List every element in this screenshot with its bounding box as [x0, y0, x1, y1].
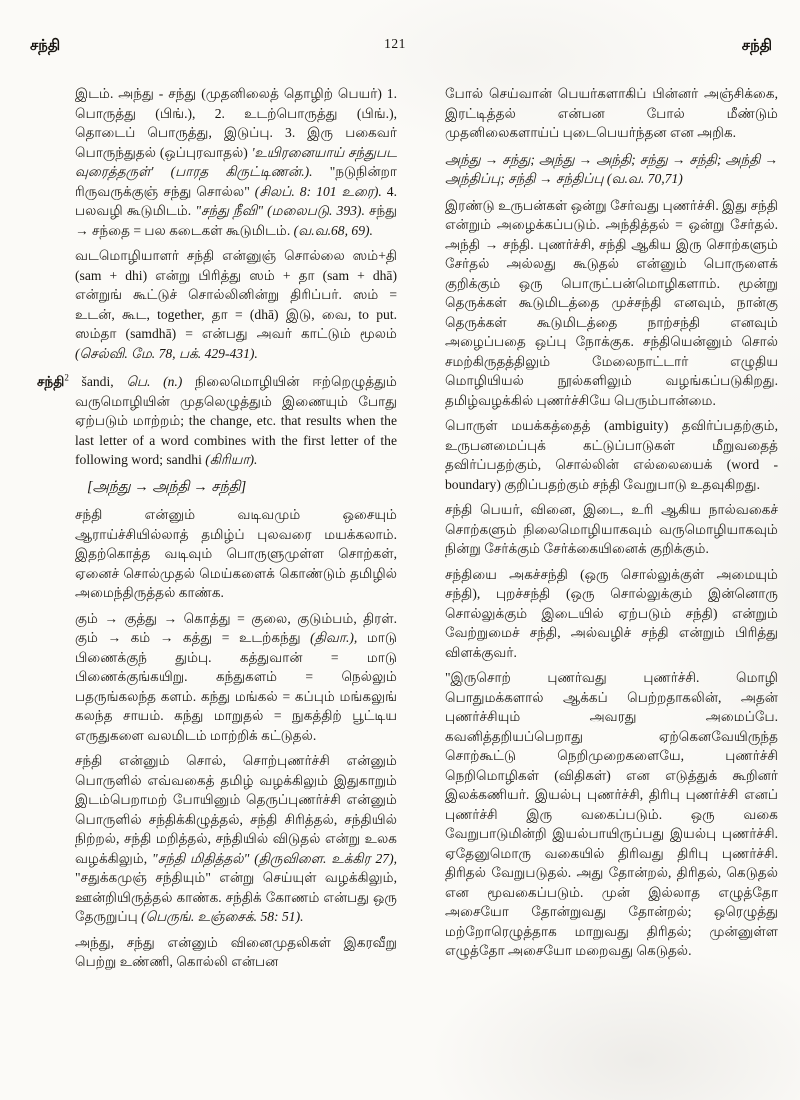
page-number: 121: [384, 36, 406, 51]
text-run: 2: [64, 372, 69, 383]
text-run: நிலைமொழியின் ஈற்றெழுத்தும் வருமொழியின் முதலெழுத்தும் இணையும் போது ஏற்படும் மாற்றம்; the change, etc. that results when the last letter of a word combines with the first letter of the following word; sandhi: [75, 374, 397, 467]
text-run: இடம். அந்து - சந்து (முதனிலைத் தொழிற் பெயர்) 1. பொருத்து (பிங்.), 2. உடற்பொருத்து (பிங்.), தொடைப் பொருத்து, இடுப்பு. 3. இரு பகைவர் பொருந்துதல் (ஒப்புரவாதல்): [75, 86, 397, 160]
punarchi-paragraph: [445, 196, 778, 411]
text-run: "சந்து நீவி" (மலைபடு. 393).: [195, 203, 365, 218]
text-run: šandi,: [68, 374, 127, 389]
text-run: (சிலப். 8: 101 உரை).: [254, 183, 382, 199]
text-run: 4. பலவழி கூடுமிடம்.: [75, 183, 398, 218]
text-run: சந்தியை அகச்சந்தி (ஒரு சொல்லுக்குள் அமையும் சந்தி), புறச்சந்தி (ஒரு சொல்லுக்கும் இன்னொரு சொல்லுக்கும் இடையில் ஏற்படும் சந்தி) என்றும் வேற்றுமைச் சந்தி, அல்வழிச் சந்தி என்றும் பிரித்து விளக்குவர்.: [445, 566, 778, 660]
text-run: அந்து, சந்து என்னும் வினைமுதலிகள் இகரவீறு பெற்று உண்ணி, கொல்லி என்பன: [75, 934, 397, 969]
derivation-chain-line: [445, 150, 778, 189]
text-run: (திவா.),: [310, 630, 358, 645]
text-run: "சந்தி மிதித்தல்" (திருவிளை. உக்கிர 27),: [152, 850, 397, 866]
running-head-left: சந்தி: [30, 38, 61, 54]
text-run: (கிரியா).: [205, 452, 258, 467]
text-run: வடமொழியாளர் சந்தி என்னுஞ் சொல்லை ஸம்+தி (sam + dhi) என்று பிரித்து ஸம் + தா (sam + dhā) என்றுங் கூட்டுச் சொல்லினின்று திரிப்பர். ஸம் = உடன், கூட, together, தா = (dhā) இடு, வை, to put. ஸம்தா (samdhā) = என்பது அவர் காட்டும் மூலம்: [75, 248, 397, 341]
text-run: கும் → குத்து → கொத்து = குலை, குடும்பம், திரள். கும் → கம் → கத்து = உடற்கந்து: [75, 610, 397, 645]
text-run: சந்து → சந்தை = பல கடைகள் கூடுமிடம்.: [75, 203, 397, 238]
word-classes-paragraph: [445, 500, 778, 559]
usage-paragraph: [30, 751, 397, 927]
text-run: (செல்வி. மே. 78, பக். 429-431).: [75, 345, 258, 361]
text-run: 'உயிரனையாய் சந்துபட வுரைத்தருள்' (பாரத கிருட்டிணன்.).: [75, 144, 397, 179]
continuation-paragraph: [445, 84, 778, 143]
text-run: "இருசொற் புணர்வது புணர்ச்சி. மொழி பொதுமக்களால் ஆக்கப் பெற்றதாகலின், அதன் புணர்ச்சியும் அவரது அமைப்பே. கவனித்தறியப்பெறாது ஏற்கெனவேயிருந்த சொற்கூட்டு நெறிமுறைகளையே, புணர்ச்சி நெறிமொழிகள் (விதிகள்) என எடுத்துக் கூறினர் இலக்கணியர். இயல்பு புணர்ச்சி, திரிபு புணர்ச்சி எனப் புணர்ச்சி இரு வகைப்படும். ஒரு வகை வேறுபாடுமின்றி இயல்பாயிருப்பது இயல்பு புணர்ச்சி. ஏதேனுமொரு வகையில் திரிவது திரிபு புணர்ச்சி. திரிதல் வேறுபடுதல். அது தோன்றல், திரிதல், கெடுதல் என மூவகைப்படும். முன் இல்லாத எழுத்தோ அசையோ தோன்றுவது தோன்றல்; ஒரெழுத்து மற்றோரெழுத்தாக மாறுவது திரிதல்; முன்னுள்ள எழுத்தோ அசையோ மறைவது கெடுதல்.: [445, 670, 778, 958]
text-run: பொருள் மயக்கத்தைத் (ambiguity) தவிர்ப்பதற்கும், உருபனமைப்புக் கட்டுப்பாடுகள் மீறுவதைத் தவிர்ப்பதற்கும், சொல்லின் எல்லையைக் (word - boundary) குறிப்பதற்கும் சந்தி வேறுபாடு உதவுகிறது.: [445, 418, 778, 492]
running-head-right: சந்தி: [741, 38, 772, 54]
entry-continuation-paragraph: [30, 84, 397, 240]
sandhi-types-paragraph: [445, 565, 778, 663]
text-run: இரண்டு உருபன்கள் ஒன்று சேர்வது புணர்ச்சி. இது சந்தி என்றும் அழைக்கப்படும். அந்தித்தல் = ஒன்று சேர்தல். அந்தி → சந்தி. புணர்ச்சி, சந்தி ஆகிய இரு சொற்களும் சேர்தல் அல்லது கூடுதல் என்னும் பொருளைக் குறிக்கும் ஒரு பொருட்பன்மொழிகளாம். மூன்று தெருக்கள் கூடுமிடத்தை முச்சந்தி எனவும், நான்கு தெருக்கள் கூடுமிடத்தை நாற்சந்தி எனவும் அழைப்பதை ஒப்பு நோக்குக. சந்தியென்னும் சொல் சமற்கிருதத்திலும் மேலைநாட்டார் எழுதிய மொழியியல் நூல்களிலும் வழங்கப்படுகிறது. தமிழ்வழக்கில் புணர்ச்சியே பெரும்பான்மை.: [445, 197, 778, 408]
left-column: [30, 84, 397, 978]
text-run: [அந்து → அந்தி → சந்தி]: [87, 478, 247, 495]
text-run: சந்தி என்னும் சொல், சொற்புணர்ச்சி என்னும் பொருளில் எவ்வகைத் தமிழ் வழக்கிலும் இதுகாறும் இடம்பெறாமற் போயினும் தெருப்புணர்ச்சி என்னும் பொருளில் சந்திக்கிழுத்தல், சந்தி சிரித்தல், சந்தியில் நிற்றல், சந்தி மறித்தல், சந்தியில் விடுதல் என்று உலக வழக்கிலும்,: [75, 753, 397, 866]
text-run: "நடுநின்றா ரிருவருக்குஞ் சந்து சொல்ல": [75, 164, 397, 199]
closing-paragraph: [30, 933, 397, 972]
commentary-paragraph: [30, 505, 397, 603]
text-run: (வ.வ.68, 69).: [293, 222, 373, 238]
text-run: போல் செய்வான் பெயர்களாகிப் பின்னர் அஞ்சிக்கை, இரட்டித்தல் என்பன போல் மீண்டும் முதனிலைகளாய்ப் புடைபெயர்ந்தன என அறிக.: [445, 86, 778, 140]
text-run: மாடு பிணைக்குந் தும்பு. கத்துவான் = மாடு பிணைக்குங்கயிறு. கந்துகளம் = நெல்லும் பதருங்கலந்த களம். கந்து மங்கல் = கப்பும் மங்கலுங் கலந்த சாயம். கந்து மாறுதல் = நுகத்திற் பூட்டிய எருதுகளை வலமிடம் மாற்றிக் கட்டுதல்.: [75, 630, 397, 743]
quotation-paragraph: [445, 668, 778, 961]
text-run: சந்தி என்னும் வடிவமும் ஒசையும் ஆராய்ச்சியில்லாத் தமிழ்ப் புலவரை மயக்கலாம். இதற்கொத்த வடிவும் பொருளுமுள்ள சொற்கள், ஏனைச் சொல்முதல் மெய்களைக் கொண்டும் தமிழில் அமைந்திருத்தல் காண்க.: [75, 507, 397, 600]
text-run: பெ. (n.): [126, 374, 183, 389]
text-run: "சதுக்கமுஞ் சந்தியும்" என்று செய்யுள் வழக்கிலும், ஊன்றியிருத்தல் காண்க. சந்திக் கோணம் என்பது ஒரு தேருறுப்பு: [75, 870, 397, 924]
entry-santi-2: [30, 372, 397, 470]
derivation-line: [87, 478, 397, 498]
etymology-note-paragraph: [30, 246, 397, 363]
right-column: [445, 84, 778, 967]
ambiguity-paragraph: [445, 416, 778, 494]
examples-paragraph: [30, 609, 397, 746]
text-run: (பெருங். உஞ்சைக். 58: 51).: [141, 909, 304, 924]
text-run: சந்தி: [37, 374, 65, 389]
text-run: அந்து → சந்து; அந்து → அந்தி; சந்து → சந்தி; அந்தி → அந்திப்பு; சந்தி → சந்திப்பு (வ.வ. 70,71): [445, 151, 778, 186]
text-run: சந்தி பெயர், வினை, இடை, உரி ஆகிய நால்வகைச் சொற்களும் நிலைமொழியாகவும் வருமொழியாகவும் நின்று சேர்க்கும் சேர்க்கையினைக் குறிக்கும்.: [445, 502, 778, 556]
